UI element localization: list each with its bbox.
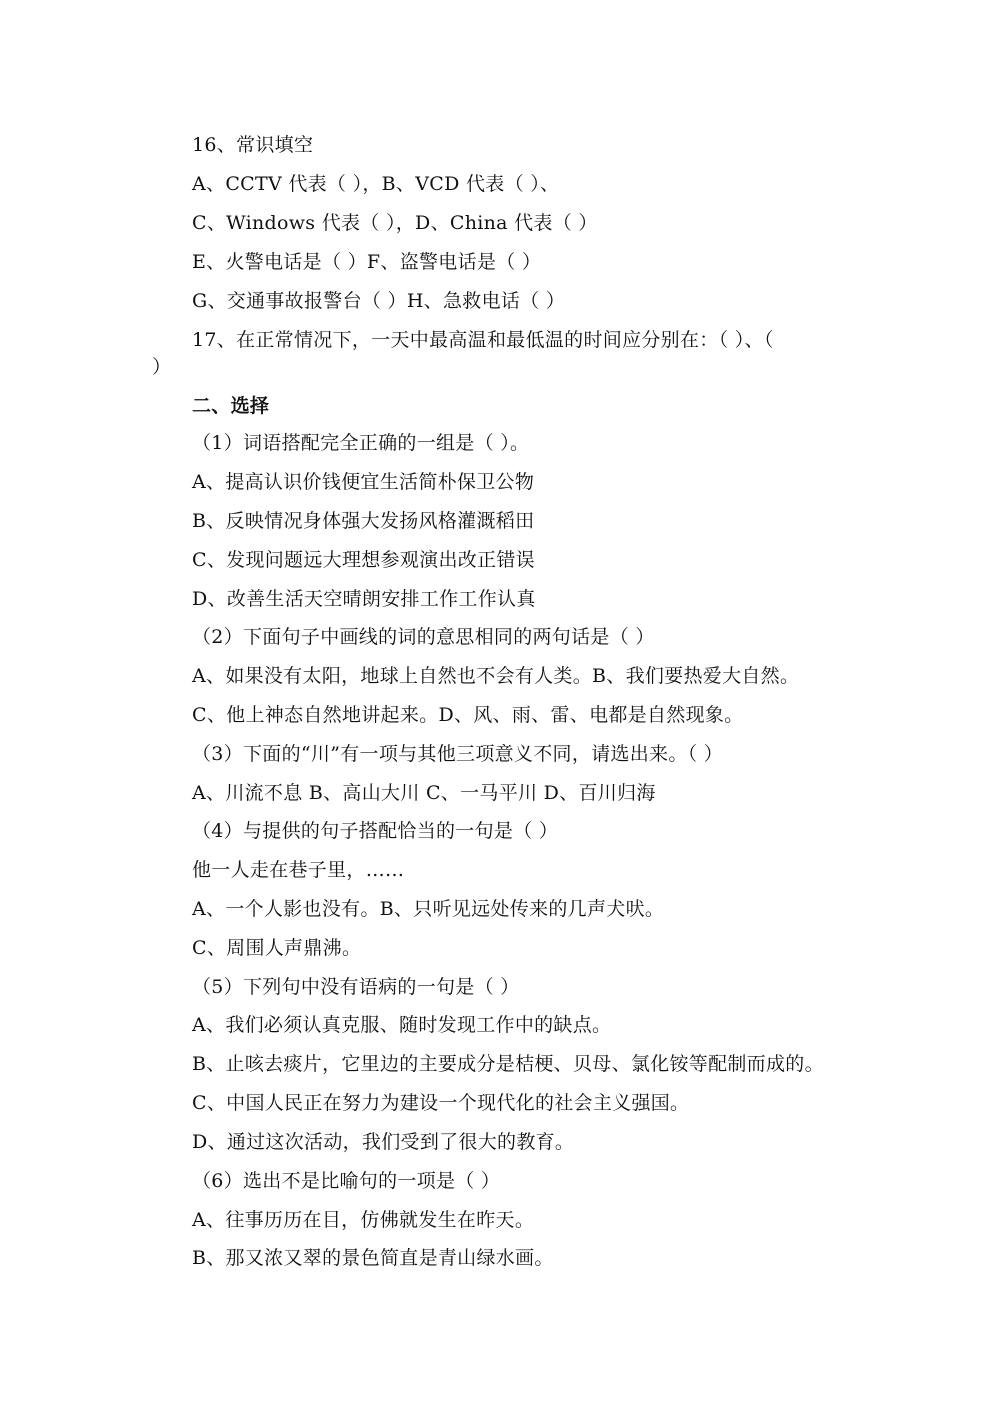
q1-option-d: D、改善生活天空晴朗安排工作工作认真 [192,588,536,610]
q5-option-c: C、中国人民正在努力为建设一个现代化的社会主义强国。 [192,1092,690,1114]
q2-option-cd: C、他上神态自然地讲起来。D、风、雨、雷、电都是自然现象。 [192,704,744,726]
q4-option-ab: A、一个人影也没有。B、只听见远处传来的几声犬吠。 [192,898,665,920]
q5-option-a: A、我们必须认真克服、随时发现工作中的缺点。 [192,1014,612,1036]
q1-option-a: A、提高认识价钱便宜生活简朴保卫公物 [192,471,535,493]
q16-line-e: E、火警电话是（ ）F、盗警电话是（ ） [192,251,542,273]
q5-option-d: D、通过这次活动，我们受到了很大的教育。 [192,1131,575,1153]
q5-option-b: B、止咳去痰片，它里边的主要成分是桔梗、贝母、氯化铵等配制而成的。 [192,1053,824,1075]
question-5: （5）下列句中没有语病的一句是（ ） [192,976,520,998]
q16-line-c: C、Windows 代表（ ），D、China 代表（ ） [192,212,598,234]
q1-option-b: B、反映情况身体强大发扬风格灌溉稻田 [192,510,535,532]
q16-line-a: A、CCTV 代表（ ），B、VCD 代表（ ）、 [192,173,560,195]
q1-option-c: C、发现问题远大理想参观演出改正错误 [192,549,535,571]
q16-line-g: G、交通事故报警台（ ）H、急救电话（ ） [192,290,566,312]
q16-title: 16、常识填空 [192,134,314,156]
question-2: （2）下面句子中画线的词的意思相同的两句话是（ ） [192,626,655,648]
question-6: （6）选出不是比喻句的一项是（ ） [192,1170,501,1192]
question-1: （1）词语搭配完全正确的一组是（ ）。 [192,432,530,454]
question-3: （3）下面的“川”有一项与其他三项意义不同，请选出来。（ ） [192,743,724,765]
q6-option-b: B、那又浓又翠的景色简直是青山绿水画。 [192,1247,554,1269]
q2-option-ab: A、如果没有太阳，地球上自然也不会有人类。B、我们要热爱大自然。 [192,665,800,687]
q4-option-c: C、周围人声鼎沸。 [192,937,362,959]
question-4: （4）与提供的句子搭配恰当的一句是（ ） [192,820,559,842]
q3-options: A、川流不息 B、高山大川 C、一马平川 D、百川归海 [192,782,656,804]
section-heading: 二、选择 [192,395,270,417]
q6-option-a: A、往事历历在目，仿佛就发生在昨天。 [192,1209,535,1231]
q17-line-2: ） [152,356,172,378]
q17-line-1: 17、在正常情况下，一天中最高温和最低温的时间应分别在：（ ）、（ [192,329,774,351]
q4-prompt: 他一人走在巷子里，…… [192,859,405,881]
